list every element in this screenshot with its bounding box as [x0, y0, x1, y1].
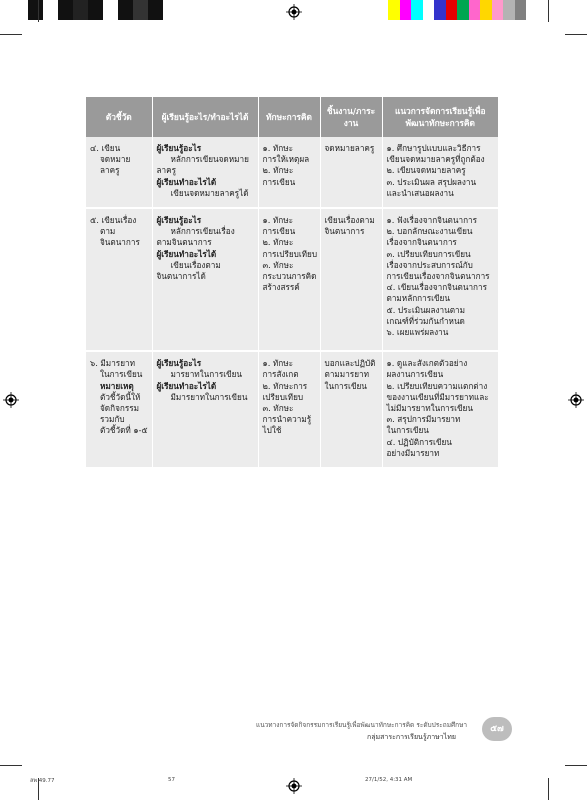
- footer-title: แนวทางการจัดกิจกรรมการเรียนรู้เพื่อพัฒนาทักษะการคิด ระดับประถมศึกษา: [256, 721, 467, 729]
- header-work: ชิ้นงาน/ภาระงาน: [320, 97, 382, 137]
- table-row: [86, 137, 498, 208]
- cell-skills: [258, 137, 320, 208]
- cell-line: ๒. เขียนจดหมายลาครู: [386, 165, 466, 176]
- cell-approach: [382, 351, 498, 468]
- cell-line: จัดกิจกรรม: [100, 403, 140, 414]
- color-bar: [388, 0, 538, 20]
- cell-line: ผู้เรียนรู้อะไร: [156, 215, 202, 226]
- cell-line: การให้เหตุผล: [262, 154, 310, 165]
- cell-line: จดหมาย: [100, 154, 131, 165]
- color-swatch: [503, 0, 515, 20]
- cell-line: ๕. เขียนเรื่อง: [90, 215, 137, 226]
- cell-line: ๖. เผยแพร่ผลงาน: [386, 327, 449, 338]
- color-swatch: [457, 0, 469, 20]
- table-header-row: [86, 97, 498, 137]
- color-swatch: [446, 0, 458, 20]
- cell-line: ผู้เรียนทำอะไรได้: [156, 176, 217, 187]
- crop-mark: [548, 0, 549, 22]
- cell-line: จดหมายลาครู: [324, 143, 375, 153]
- cell-work: [320, 208, 382, 351]
- cell-line: การสังเกต: [262, 369, 299, 380]
- page-number-badge: ๕๗: [482, 717, 512, 741]
- cell-line: หลักการเขียนจดหมาย: [170, 154, 249, 165]
- cell-line: ๒. ทักษะการ: [262, 380, 308, 391]
- cell-learn: [152, 208, 258, 351]
- cell-line: และนำเสนอผลงาน: [386, 187, 454, 198]
- cell-line: ๓. สรุปการมีมารยาท: [386, 414, 461, 425]
- cell-indicator: [86, 208, 152, 351]
- cell-line: ๒. ทักษะ: [262, 165, 294, 176]
- cell-line: ไม่มีมารยาทในการเขียน: [386, 403, 473, 414]
- cell-line: ๕. ประเมินผลงานตาม: [386, 304, 466, 315]
- cell-line: ๓. เปรียบเทียบการเขียน: [386, 248, 471, 259]
- color-swatch: [434, 0, 446, 20]
- cell-indicator: [86, 351, 152, 468]
- cell-line: มีมารยาทในการเขียน: [170, 391, 248, 402]
- crop-mark: [0, 34, 22, 35]
- color-swatch: [515, 0, 527, 20]
- cell-line: ผู้เรียนรู้อะไร: [156, 358, 202, 369]
- cell-line: มารยาทในการเขียน: [170, 369, 243, 380]
- crop-mark: [0, 765, 22, 766]
- crop-mark: [38, 0, 39, 22]
- cell-line: ลาครู: [156, 165, 176, 176]
- cell-line: ตามหลักการเขียน: [386, 293, 450, 304]
- cell-line: ตาม: [100, 226, 116, 237]
- cell-line: รวมกับ: [100, 414, 125, 425]
- crop-mark: [565, 765, 587, 766]
- cell-line: เขียนจดหมายลาครูได้: [170, 187, 249, 198]
- cell-line: สร้างสรรค์: [262, 282, 300, 293]
- color-swatch: [411, 0, 423, 20]
- cell-line: เกณฑ์ที่ร่วมกันกำหนด: [386, 315, 465, 326]
- header-approach: แนวการจัดการเรียนรู้เพื่อพัฒนาทักษะการคิด: [382, 97, 498, 137]
- curriculum-table: [86, 97, 498, 469]
- cell-line: ในการเขียน: [386, 425, 429, 436]
- registration-target-left: [3, 392, 19, 408]
- cell-line: เขียนเรื่องตาม: [324, 215, 375, 226]
- cell-line: ๖. มีมารยาท: [90, 358, 135, 369]
- cell-line: ตามจินตนาการ: [156, 237, 212, 248]
- cell-line: ๑. ทักษะ: [262, 215, 294, 226]
- cell-line: ๓. ทักษะ: [262, 403, 294, 414]
- crop-mark: [548, 778, 549, 800]
- cell-line: การเขียน: [262, 176, 296, 187]
- cell-line: เปรียบเทียบ: [262, 391, 304, 402]
- cell-line: การนำความรู้: [262, 414, 312, 425]
- cell-line: ๔. เขียนเรื่องจากจินตนาการ: [386, 282, 488, 293]
- cell-line: จินตนาการ: [324, 226, 365, 237]
- cell-line: จินตนาการได้: [156, 271, 206, 282]
- registration-target-bottom: [286, 778, 302, 794]
- cell-skills: [258, 351, 320, 468]
- header-skills: ทักษะการคิด: [258, 97, 320, 137]
- color-swatch: [492, 0, 504, 20]
- cell-line: การเขียน: [262, 226, 296, 237]
- cell-approach: [382, 137, 498, 208]
- cell-line: บอกและปฏิบัติ: [324, 358, 376, 369]
- slug-timestamp: 27/1/52, 4:31 AM: [365, 777, 413, 783]
- cell-line: ของงานเขียนที่มีมารยาทและ: [386, 391, 489, 402]
- cell-line: ๑. ทักษะ: [262, 358, 294, 369]
- cell-line: ในการเขียน: [100, 369, 143, 380]
- cell-line: ๑. ฟังเรื่องจากจินตนาการ: [386, 215, 478, 226]
- table-row: [86, 351, 498, 468]
- cell-line: ไปใช้: [262, 425, 282, 436]
- cell-line: ๔. เขียน: [90, 143, 121, 153]
- cell-line: ๒. บอกลักษณะงานเขียน: [386, 226, 473, 237]
- cell-work: [320, 137, 382, 208]
- cell-line: ผู้เรียนรู้อะไร: [156, 143, 202, 153]
- cell-line: กระบวนการคิด: [262, 271, 317, 282]
- slug-file-name: ลพ 49.77: [30, 778, 55, 784]
- cell-line: ๑. ทักษะ: [262, 143, 294, 153]
- density-bar-left: [28, 0, 178, 20]
- cell-line: ๑. ศึกษารูปแบบและวิธีการ: [386, 143, 481, 153]
- color-swatch: [423, 0, 435, 20]
- slug-page: 57: [168, 777, 175, 783]
- cell-line: ผู้เรียนทำอะไรได้: [156, 248, 217, 259]
- cell-learn: [152, 137, 258, 208]
- cell-learn: [152, 351, 258, 468]
- cell-line: การเขียนเรื่องจากจินตนาการ: [386, 271, 490, 282]
- curriculum-table-container: [86, 97, 498, 469]
- cell-line: ๔. ปฏิบัติการเขียน: [386, 436, 452, 447]
- cell-skills: [258, 208, 320, 351]
- cell-indicator: [86, 137, 152, 208]
- cell-line: ตัวชี้วัดนี้ให้: [100, 391, 141, 402]
- cell-line: ๓. ทักษะ: [262, 259, 294, 270]
- cell-line: ในการเขียน: [324, 380, 367, 391]
- cell-line: ตัวชี้วัดที่ ๑-๕: [100, 425, 148, 436]
- header-indicator: ตัวชี้วัด: [86, 97, 152, 137]
- cell-line: การเปรียบเทียบ: [262, 248, 318, 259]
- cell-approach: [382, 208, 498, 351]
- cell-line: ๒. เปรียบเทียบความแตกต่าง: [386, 380, 488, 391]
- header-learn: ผู้เรียนรู้อะไร/ทำอะไรได้: [152, 97, 258, 137]
- table-row: [86, 208, 498, 351]
- color-swatch: [400, 0, 412, 20]
- cell-line: เรื่องจากประสบการณ์กับ: [386, 259, 473, 270]
- crop-mark: [565, 34, 587, 35]
- cell-line: หมายเหตุ: [100, 380, 134, 391]
- cell-line: ๓. ประเมินผล สรุปผลงาน: [386, 176, 477, 187]
- cell-line: เขียนเรื่องตาม: [170, 259, 221, 270]
- cell-line: ตามมารยาท: [324, 369, 369, 380]
- cell-line: ลาครู: [100, 165, 120, 176]
- cell-line: ผู้เรียนทำอะไรได้: [156, 380, 217, 391]
- cell-line: อย่างมีมารยาท: [386, 447, 440, 458]
- cell-line: จินตนาการ: [100, 237, 140, 248]
- cell-line: เรื่องจากจินตนาการ: [386, 237, 457, 248]
- cell-work: [320, 351, 382, 468]
- color-swatch: [526, 0, 538, 20]
- cell-line: ผลงานการเขียน: [386, 369, 444, 380]
- registration-target-top: [286, 4, 302, 20]
- footer-subtitle: กลุ่มสาระการเรียนรู้ภาษาไทย: [367, 733, 456, 741]
- color-swatch: [480, 0, 492, 20]
- color-swatch: [469, 0, 481, 20]
- cell-line: เขียนจดหมายลาครูที่ถูกต้อง: [386, 154, 485, 165]
- cell-line: ๒. ทักษะ: [262, 237, 294, 248]
- color-swatch: [388, 0, 400, 20]
- cell-line: ๑. ดูและสังเกตตัวอย่าง: [386, 358, 468, 369]
- registration-target-right: [568, 392, 584, 408]
- cell-line: หลักการเขียนเรื่อง: [170, 226, 235, 237]
